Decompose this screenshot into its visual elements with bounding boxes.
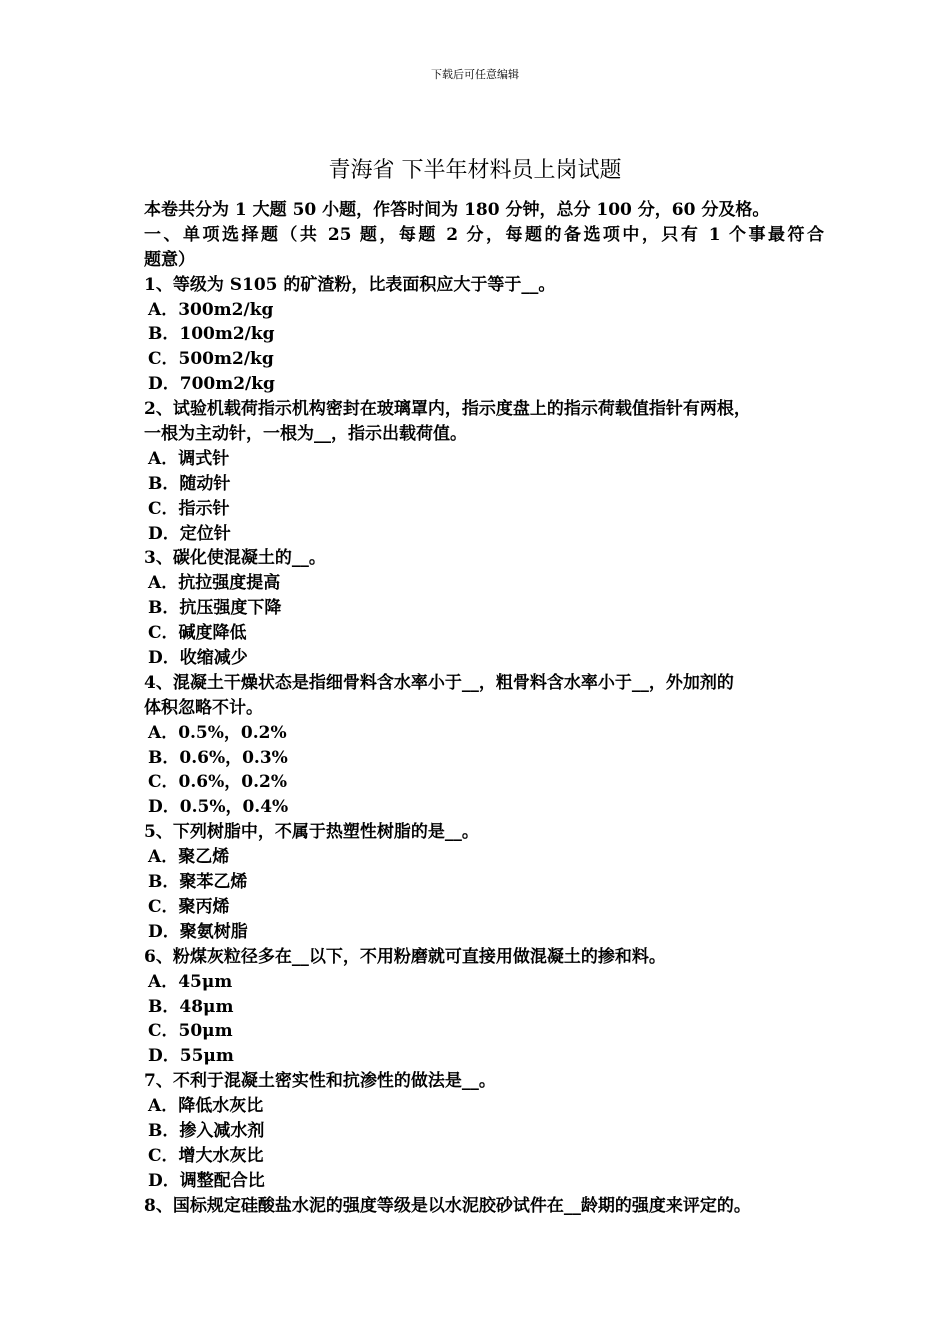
question-stem: 8、国标规定硅酸盐水泥的强度等级是以水泥胶砂试件在__龄期的强度来评定的。 bbox=[144, 1195, 751, 1216]
answer-option: D．0.5%，0.4% bbox=[148, 797, 289, 818]
question-5 bbox=[144, 820, 824, 944]
question-stem: 一根为主动针，一根为__，指示出载荷值。 bbox=[144, 424, 467, 445]
answer-option: B．随动针 bbox=[148, 473, 231, 494]
answer-option: B．100m2/kg bbox=[148, 324, 275, 345]
answer-option: A．300m2/kg bbox=[148, 299, 274, 320]
question-stem: 5、下列树脂中，不属于热塑性树脂的是__。 bbox=[144, 822, 479, 843]
question-2 bbox=[144, 397, 824, 546]
answer-option: C．0.6%，0.2% bbox=[148, 772, 287, 793]
answer-option: D．聚氨树脂 bbox=[148, 921, 248, 942]
section-heading-line-1: 一、单项选择题（共 25 题，每题 2 分，每题的备选项中，只有 1 个事最符合 bbox=[144, 224, 824, 245]
header-note: 下载后可任意编辑 bbox=[431, 68, 519, 81]
answer-option: B．聚苯乙烯 bbox=[148, 872, 248, 893]
question-8 bbox=[144, 1194, 824, 1219]
answer-option: A．聚乙烯 bbox=[148, 847, 230, 868]
intro-text: 本卷共分为 1 大题 50 小题，作答时间为 180 分钟，总分 100 分，60 分及格。 bbox=[144, 200, 770, 220]
question-6 bbox=[144, 945, 824, 1069]
question-stem: 3、碳化使混凝土的__。 bbox=[144, 548, 326, 569]
question-stem: 6、粉煤灰粒径多在__以下，不用粉磨就可直接用做混凝土的掺和料。 bbox=[144, 946, 666, 967]
answer-option: B．抗压强度下降 bbox=[148, 598, 282, 619]
section-heading-line-2: 题意） bbox=[144, 249, 195, 270]
answer-option: C．碱度降低 bbox=[148, 623, 247, 644]
answer-option: B．0.6%，0.3% bbox=[148, 747, 288, 768]
exam-content bbox=[144, 198, 824, 1219]
question-stem: 4、混凝土干燥状态是指细骨料含水率小于__，粗骨料含水率小于__，外加剂的 bbox=[144, 672, 734, 693]
answer-option: A．抗拉强度提高 bbox=[148, 573, 281, 594]
question-4 bbox=[144, 671, 824, 820]
page-title: 青海省 下半年材料员上岗试题 bbox=[328, 158, 622, 183]
answer-option: D．定位针 bbox=[148, 523, 231, 544]
question-stem: 2、试验机载荷指示机构密封在玻璃罩内，指示度盘上的指示荷载值指针有两根， bbox=[144, 399, 751, 420]
answer-option: D．700m2/kg bbox=[148, 374, 275, 395]
question-stem: 7、不利于混凝土密实性和抗渗性的做法是__。 bbox=[144, 1071, 496, 1092]
question-stem: 体积忽略不计。 bbox=[144, 697, 263, 718]
question-1 bbox=[144, 273, 824, 397]
answer-option: C．50μm bbox=[148, 1021, 233, 1042]
question-list bbox=[144, 273, 824, 1219]
answer-option: C．聚丙烯 bbox=[148, 896, 230, 917]
answer-option: C．增大水灰比 bbox=[148, 1145, 264, 1166]
answer-option: A．0.5%，0.2% bbox=[148, 722, 287, 743]
answer-option: A．降低水灰比 bbox=[148, 1096, 264, 1117]
answer-option: C．指示针 bbox=[148, 498, 230, 519]
answer-option: A．调式针 bbox=[148, 448, 230, 469]
question-3 bbox=[144, 546, 824, 670]
answer-option: D．55μm bbox=[148, 1046, 234, 1067]
answer-option: C．500m2/kg bbox=[148, 349, 274, 370]
answer-option: D．收缩减少 bbox=[148, 648, 248, 669]
question-stem: 1、等级为 S105 的矿渣粉，比表面积应大于等于__。 bbox=[144, 274, 556, 295]
question-7 bbox=[144, 1069, 824, 1193]
answer-option: D．调整配合比 bbox=[148, 1170, 265, 1191]
answer-option: B．48μm bbox=[148, 996, 234, 1017]
answer-option: B．掺入减水剂 bbox=[148, 1120, 265, 1141]
answer-option: A．45μm bbox=[148, 971, 233, 992]
